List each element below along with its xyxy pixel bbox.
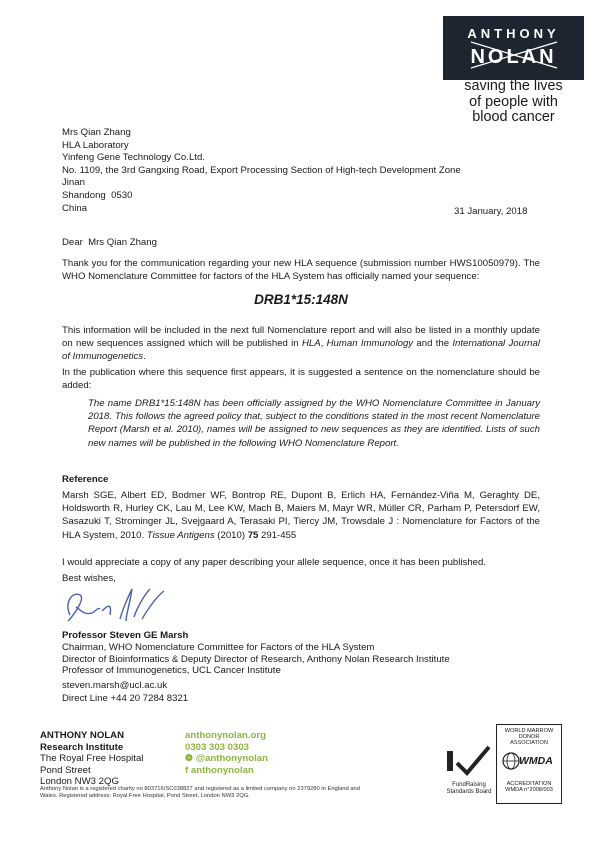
wmda-line: WORLD MARROW [504,728,554,734]
info-text: and the [413,338,453,350]
fundraising-text [445,782,493,796]
footer-contact [185,730,268,776]
info-text: , [320,338,327,350]
footer-org-name: ANTHONY NOLAN [40,730,125,741]
reference-text [62,489,540,542]
footer-address-line: London NW3 2QG [40,776,119,788]
tagline-line: of people with [469,93,558,110]
wmda-badge [496,724,562,804]
wmda-line: ACCREDITATION [506,781,552,787]
address-line: Shandong 0530 [62,189,133,201]
address-line: No. 1109, the 3rd Gangxing Road, Export Processing Section of High-tech Development Zone [62,164,461,176]
checkmark-icon [445,745,493,777]
journal-name: HLA [301,338,321,350]
reference-journal: Tissue Antigens [146,529,215,541]
signer-email: steven.marsh@ucl.ac.uk [62,680,168,691]
reference-pages: 291-455 [258,529,297,541]
fundraising-line: Standards Board [446,789,492,795]
logo-tagline [443,79,584,126]
letter-date: 31 January, 2018 [454,206,528,217]
address-line: Mrs Qian Zhang [62,127,131,138]
signer-title: Professor of Immunogenetics, UCL Cancer Institute [62,665,281,677]
reference-authors: Marsh SGE, Albert ED, Bodmer WF, Bontrop RE, Dupont B, Erlich HA, Fernández-Viña M, Geraghty DE, Holdsworth R, Hurley CK, Lau M, Lee KW, Mach B, Maiers M, Mayr WR, Müller CR, Parham P, Petersdorf EW, Sasazuki T, Strominger JL, Svejgaard A, Terasaki PI, Tiercy JM, Trowsdale J : Nomenclature for Factors of the HLA System, 2010. [62,490,540,541]
address-line: China [62,202,88,214]
footer-twitter: @anthonynolan [195,753,268,765]
salutation: Dear Mrs Qian Zhang [62,237,157,248]
signer-titles [62,642,450,677]
logo-line1: ANTHONY [467,26,560,41]
handwritten-signature [62,585,172,627]
facebook-icon: f [185,764,189,776]
intro-paragraph: Thank you for the communication regarding your new HLA sequence (submission number HWS10050979). The WHO Nomenclature Committee for factors of the HLA System has officially named your sequence: [62,258,540,283]
signer-name: Professor Steven GE Marsh [62,630,189,641]
journal-name: International Journal of Immunogenetics [62,338,540,363]
publication-paragraph: In the publication where this sequence first appears, it is suggested a sentence on the nomenclature should be added: [62,367,540,392]
info-paragraph [62,324,540,364]
sequence-name: DRB1*15:148N [254,292,348,307]
reference-heading: Reference [62,474,109,485]
closing-request: I would appreciate a copy of any paper describing your allele sequence, once it has been published. [62,557,487,568]
recipient-address [62,127,461,215]
fundraising-line: FundRaising [452,782,486,788]
address-line: Yinfeng Gene Technology Co.Ltd. [62,152,205,164]
wmda-line: WMDA n°2008/003 [505,787,553,794]
address-line: HLA Laboratory [62,139,129,151]
fundraising-badge [445,745,493,796]
closing: Best wishes, [62,573,116,584]
wmda-line: ASSOCIATION [510,740,548,747]
logo-line2: NOLAN [470,46,557,68]
footer-address-line: Pond Street [40,764,91,776]
footer-address [40,730,143,788]
signer-title: Chairman, WHO Nomenclature Committee for Factors of the HLA System [62,642,375,653]
reference-year: (2010) [214,529,248,541]
tagline-line: blood cancer [472,109,555,125]
signer-phone: Direct Line +44 20 7284 8321 [62,693,189,704]
globe-icon [502,752,520,770]
signer-title: Director of Bioinformatics & Deputy Director of Research, Anthony Nolan Research Institute [62,653,450,665]
wmda-logo-text: WMDA [519,755,553,767]
wmda-top-text [497,728,561,747]
address-line: Jinan [62,177,85,189]
footer-org-sub: Research Institute [40,741,124,753]
info-text: This information will be included in the next full Nomenclature report and will also be listed in a monthly update on new sequences assigned which will be published in [62,325,540,350]
info-text: . [143,351,146,363]
twitter-icon: ❁ [185,753,194,765]
footer-facebook: anthonynolan [190,764,254,776]
wmda-bottom-text [497,781,561,793]
tagline-line: saving the lives [464,78,563,94]
suggested-sentence: The name DRB1*15:148N has been officially assigned by the WHO Nomenclature Committee in January 2018. This follows the agreed policy that, subject to the conditions stated in the most recent Nomenclature Report (Marsh et al. 2010), names will be assigned to new sequences as they are identified. Lists of such new names will be published in the following WHO Nomenclature Report. [88,398,540,449]
anthony-nolan-logo [443,16,584,80]
footer-address-line: The Royal Free Hospital [40,753,144,765]
journal-name: Human Immunology [326,338,414,350]
footer-website: anthonynolan.org [185,730,267,741]
wmda-line: DONOR [518,734,540,741]
footer-phone: 0303 303 0303 [185,741,250,753]
footer-legal: Anthony Nolan is a registered charity no 803716/SC038827 and registered as a limited company no 2379280 in England and Wales. Registered address: Royal Free Hospital, Pond Street, London NW3 2QG. [40,786,361,799]
reference-volume: 75 [247,529,259,541]
